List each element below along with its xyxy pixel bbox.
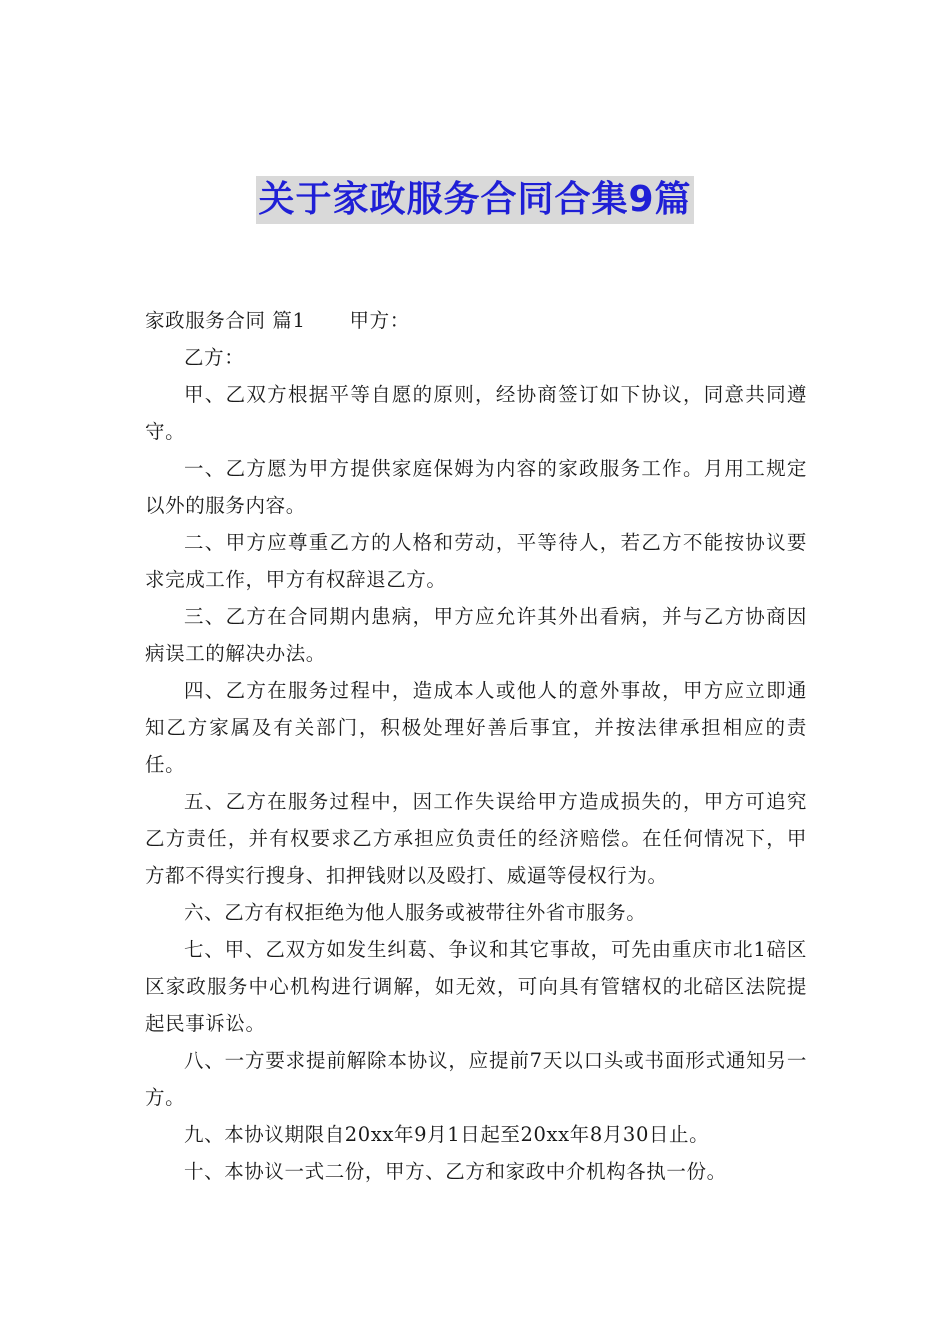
contract-heading: 家政服务合同 篇1 bbox=[145, 309, 306, 332]
clause-9: 九、本协议期限自20xx年9月1日起至20xx年8月30日止。 bbox=[184, 1123, 710, 1146]
clause-1: 一、乙方愿为甲方提供家庭保姆为内容的家政服务工作。月用工规定以外的服务内容。 bbox=[145, 457, 807, 517]
title-container bbox=[0, 176, 950, 224]
party-b-label: 乙方： bbox=[184, 346, 245, 369]
clause-3: 三、乙方在合同期内患病，甲方应允许其外出看病，并与乙方协商因病误工的解决办法。 bbox=[145, 605, 807, 665]
clause-8: 八、一方要求提前解除本协议，应提前7天以口头或书面形式通知另一方。 bbox=[145, 1049, 807, 1109]
paragraph-preamble: 甲、乙双方根据平等自愿的原则，经协商签订如下协议，同意共同遵守。 bbox=[145, 383, 807, 443]
party-a-label: 甲方： bbox=[349, 309, 410, 332]
clause-7: 七、甲、乙双方如发生纠葛、争议和其它事故，可先由重庆市北1碚区区家政服务中心机构进行调解，如无效，可向具有管辖权的北碚区法院提起民事诉讼。 bbox=[145, 938, 807, 1035]
clause-4: 四、乙方在服务过程中，造成本人或他人的意外事故，甲方应立即通知乙方家属及有关部门，积极处理好善后事宜，并按法律承担相应的责任。 bbox=[145, 679, 807, 776]
clause-10: 十、本协议一式二份，甲方、乙方和家政中介机构各执一份。 bbox=[184, 1160, 727, 1183]
clause-2: 二、甲方应尊重乙方的人格和劳动，平等待人，若乙方不能按协议要求完成工作，甲方有权辞退乙方。 bbox=[145, 531, 807, 591]
document-title: 关于家政服务合同合集9篇 bbox=[256, 176, 693, 224]
contract-heading-line bbox=[145, 302, 807, 339]
clause-5: 五、乙方在服务过程中，因工作失误给甲方造成损失的，甲方可追究乙方责任，并有权要求乙方承担应负责任的经济赔偿。在任何情况下，甲方都不得实行搜身、扣押钱财以及殴打、威逼等侵权行为。 bbox=[145, 790, 807, 887]
document-body bbox=[145, 302, 807, 1190]
clause-6: 六、乙方有权拒绝为他人服务或被带往外省市服务。 bbox=[184, 901, 647, 924]
